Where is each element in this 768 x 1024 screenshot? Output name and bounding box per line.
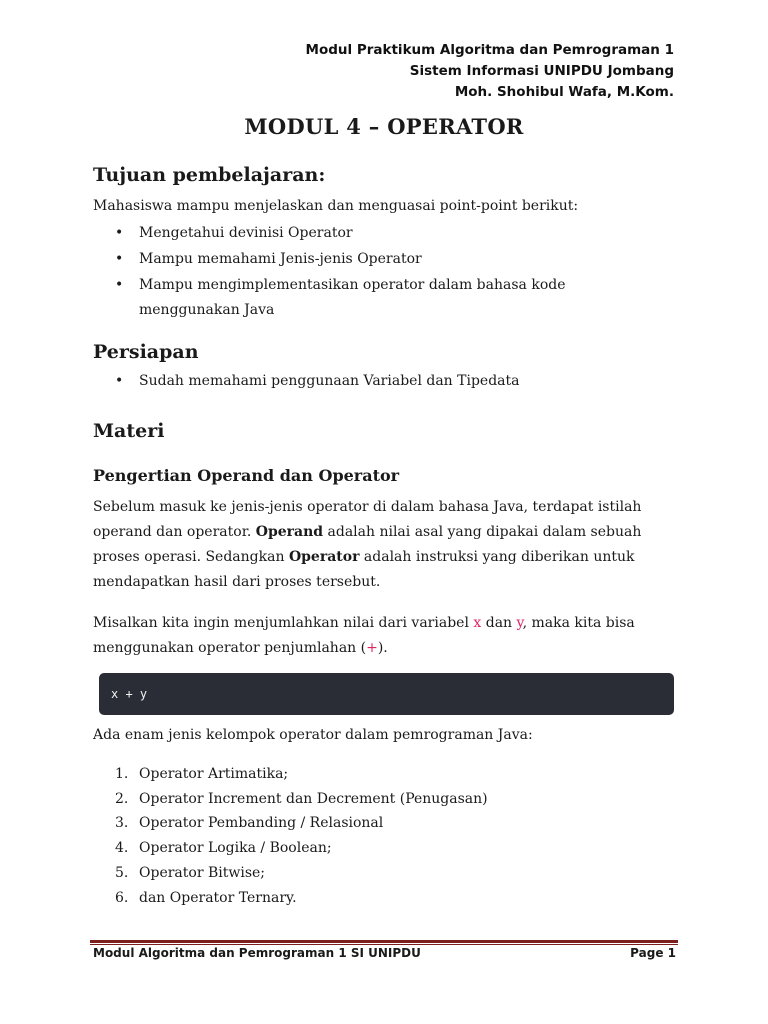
paragraph-text: ). <box>377 640 388 656</box>
paragraph-operand <box>93 495 668 595</box>
header-line-3: Moh. Shohibul Wafa, M.Kom. <box>454 84 674 100</box>
section-heading-persiapan: Persiapan <box>93 341 199 363</box>
list-item <box>93 886 668 911</box>
paragraph-text: Misalkan kita ingin menjumlahkan nilai dari variabel <box>93 615 474 631</box>
list-number: 3. <box>115 815 129 832</box>
footer-rule-thin <box>90 944 678 945</box>
page-footer <box>93 946 676 960</box>
list-item <box>93 836 668 861</box>
paragraph-text: dan <box>481 615 517 631</box>
list-text: dan Operator Ternary. <box>139 889 297 906</box>
section-heading-materi: Materi <box>93 420 165 442</box>
section-heading-tujuan: Tujuan pembelajaran: <box>93 164 326 186</box>
tujuan-list <box>93 221 668 323</box>
document-body <box>93 164 668 910</box>
list-number: 2. <box>115 790 129 807</box>
list-item: • Sudah memahami penggunaan Variabel dan Tipedata <box>93 369 668 394</box>
paragraph-text: , maka kita bisa menggunakan operator penjumlahan ( <box>93 615 635 656</box>
inline-code-x: x <box>473 615 482 631</box>
tujuan-intro: Mahasiswa mampu menjelaskan dan menguasai point-point berikut: <box>93 198 579 214</box>
list-item: • Mampu mengimplementasikan operator dalam bahasa kode menggunakan Java <box>93 273 668 323</box>
term-operand: Operand <box>255 524 324 540</box>
footer-title: Modul Algoritma dan Pemrograman 1 SI UNIPDU <box>93 946 421 960</box>
code-block: x + y <box>99 673 674 715</box>
persiapan-list <box>93 369 668 394</box>
list-number: 1. <box>115 766 129 782</box>
list-item <box>93 787 668 812</box>
inline-code-y: y <box>516 615 523 631</box>
term-operator: Operator <box>288 549 360 565</box>
subsection-heading: Pengertian Operand dan Operator <box>93 466 400 485</box>
paragraph-text: adalah nilai asal yang dipakai dalam sebuah proses operasi. Sedangkan <box>93 524 642 565</box>
header-line-2: Sistem Informasi UNIPDU Jombang <box>409 63 674 79</box>
list-text: Operator Artimatika; <box>139 766 289 782</box>
header-line-1: Modul Praktikum Algoritma dan Pemrograman 1 <box>305 42 674 58</box>
list-text: Operator Increment dan Decrement (Penugasan) <box>139 790 488 807</box>
list-item <box>93 811 668 836</box>
list-text: Operator Logika / Boolean; <box>139 840 332 857</box>
list-text: Operator Bitwise; <box>139 864 265 881</box>
paragraph-text: adalah instruksi yang diberikan untuk mendapatkan hasil dari proses tersebut. <box>93 549 635 590</box>
operator-list <box>93 762 668 910</box>
page-header <box>306 40 674 103</box>
footer-rule <box>90 940 678 943</box>
paragraph-text: Sebelum masuk ke jenis-jenis operator di dalam bahasa Java, terdapat istilah operand dan operator. <box>93 499 642 540</box>
paragraph-example <box>93 611 668 661</box>
list-number: 5. <box>115 864 129 881</box>
list-text: Operator Pembanding / Relasional <box>139 815 384 832</box>
page-number: Page 1 <box>630 946 676 960</box>
list-item: • Mengetahui devinisi Operator <box>93 221 668 246</box>
list-number: 6. <box>115 889 129 906</box>
list-item <box>93 762 668 787</box>
inline-code-plus: + <box>366 640 378 656</box>
list-item <box>93 861 668 886</box>
paragraph-jenis: Ada enam jenis kelompok operator dalam pemrograman Java: <box>93 727 533 743</box>
document-title: MODUL 4 – OPERATOR <box>244 114 524 139</box>
list-number: 4. <box>115 840 129 857</box>
list-item: • Mampu memahami Jenis-jenis Operator <box>93 247 668 272</box>
